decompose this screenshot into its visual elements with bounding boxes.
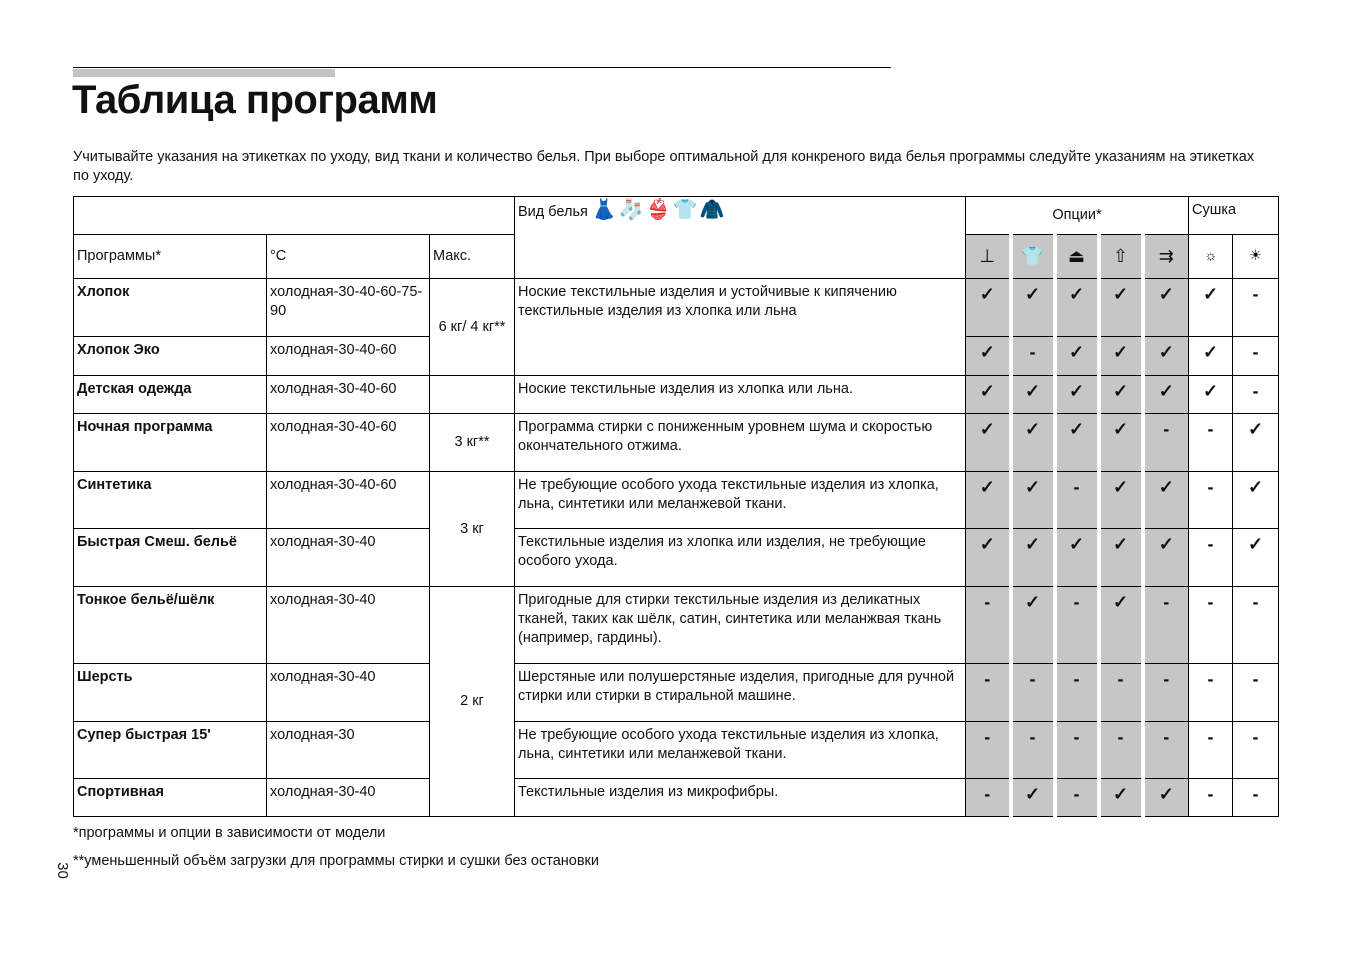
option-mark: ✓ (1055, 414, 1099, 472)
option-mark: - (1011, 722, 1055, 779)
program-temp: холодная-30-40-60 (267, 414, 430, 472)
option-mark: ✓ (1099, 587, 1143, 664)
option-mark: ✓ (1189, 337, 1233, 376)
max-header: Макс. (430, 235, 515, 279)
table-row (74, 472, 1279, 529)
option-mark: - (966, 664, 1011, 722)
program-name: Быстрая Смеш. бельё (74, 529, 267, 587)
program-temp: холодная-30-40 (267, 529, 430, 587)
option-mark: - (1233, 779, 1279, 817)
table-row (74, 529, 1279, 587)
program-name: Синтетика (74, 472, 267, 529)
option-mark: - (1189, 587, 1233, 664)
program-max: 6 кг/ 4 кг** (430, 279, 515, 376)
blank-header (74, 197, 515, 235)
option-mark: ✓ (966, 529, 1011, 587)
option-mark: ✓ (1099, 376, 1143, 414)
intro-text: Учитывайте указания на этикетках по уходу, вид ткани и количество белья. При выборе оптимальной для конкреного вида белья программы следуйте указаниям на этикетках по уходу. (73, 149, 1255, 184)
footnote-1: *программы и опции в зависимости от модели (73, 825, 386, 841)
table-row (74, 587, 1279, 664)
dry-sun-extra-icon: ☀ (1233, 235, 1279, 279)
option-mark: ✓ (1011, 529, 1055, 587)
program-description: Не требующие особого ухода текстильные изделия из хлопка, льна, синтетики или меланжевой ткани. (515, 722, 966, 779)
option-mark: ✓ (966, 414, 1011, 472)
program-temp: холодная-30-40-60-75-90 (267, 279, 430, 337)
option-mark: - (1099, 664, 1143, 722)
option-mark: ✓ (1099, 337, 1143, 376)
iron-icon: ⏏ (1055, 235, 1099, 279)
option-mark: - (1233, 337, 1279, 376)
program-description: Ноские текстильные изделия из хлопка или льна. (515, 376, 966, 414)
table-row (74, 779, 1279, 817)
program-name: Шерсть (74, 664, 267, 722)
option-mark: ✓ (1011, 472, 1055, 529)
program-name: Ночная программа (74, 414, 267, 472)
program-temp: холодная-30 (267, 722, 430, 779)
option-mark: - (1189, 722, 1233, 779)
option-mark: - (1233, 664, 1279, 722)
top-rule (73, 67, 891, 68)
program-name: Хлопок (74, 279, 267, 337)
option-mark: - (1233, 587, 1279, 664)
option-mark: ✓ (966, 376, 1011, 414)
option-mark: - (1189, 779, 1233, 817)
option-mark: ✓ (966, 337, 1011, 376)
table-row (74, 376, 1279, 414)
dry-sun-icon: ☼ (1189, 235, 1233, 279)
option-mark: ✓ (966, 279, 1011, 337)
shirt-icon: 👕 (1011, 235, 1055, 279)
program-name: Спортивная (74, 779, 267, 817)
spin-reduce-icon: ⇉ (1143, 235, 1189, 279)
program-description: Текстильные изделия из хлопка или изделия, не требующие особого ухода. (515, 529, 966, 587)
program-max: 2 кг (430, 587, 515, 817)
option-mark: ✓ (1143, 337, 1189, 376)
option-mark: ✓ (1055, 529, 1099, 587)
option-mark: ✓ (1233, 472, 1279, 529)
option-mark: - (1011, 337, 1055, 376)
option-mark: - (1055, 722, 1099, 779)
option-mark: - (1099, 722, 1143, 779)
laundry-icons: 👗🧦👙👕🧥 (591, 199, 727, 221)
option-mark: - (1233, 722, 1279, 779)
table-row (74, 414, 1279, 472)
program-description: Пригодные для стирки текстильные изделия из деликатных тканей, таких как шёлк, сатин, синтетика или меланжвая ткань (например, гардины). (515, 587, 966, 664)
program-name: Тонкое бельё/шёлк (74, 587, 267, 664)
option-mark: ✓ (1143, 529, 1189, 587)
option-mark: ✓ (1055, 279, 1099, 337)
table-row (74, 279, 1279, 337)
option-mark: ✓ (1143, 779, 1189, 817)
option-mark: ✓ (1099, 529, 1143, 587)
option-mark: - (1233, 279, 1279, 337)
program-description: Ноские текстильные изделия и устойчивые к кипячению текстильные изделия из хлопка или льна (515, 279, 966, 376)
option-mark: ✓ (1099, 414, 1143, 472)
program-description: Программа стирки с пониженным уровнем шума и скоростью окончательного отжима. (515, 414, 966, 472)
option-mark: - (1055, 587, 1099, 664)
option-mark: ✓ (1143, 376, 1189, 414)
program-name: Хлопок Эко (74, 337, 267, 376)
option-mark: - (1189, 472, 1233, 529)
temp-header: °C (267, 235, 430, 279)
program-description: Шерстяные или полушерстяные изделия, пригодные для ручной стирки или стирки в стиральной машине. (515, 664, 966, 722)
option-mark: - (1055, 779, 1099, 817)
option-mark: - (1143, 722, 1189, 779)
program-temp: холодная-30-40 (267, 587, 430, 664)
options-header: Опции* (966, 197, 1189, 235)
option-mark: ✓ (1189, 279, 1233, 337)
program-description: Текстильные изделия из микрофибры. (515, 779, 966, 817)
option-mark: - (966, 587, 1011, 664)
page-title: Таблица программ (72, 78, 438, 122)
program-name: Детская одежда (74, 376, 267, 414)
program-description: Не требующие особого ухода текстильные изделия из хлопка, льна, синтетики или меланжевой ткани. (515, 472, 966, 529)
option-mark: ✓ (1143, 472, 1189, 529)
program-temp: холодная-30-40-60 (267, 376, 430, 414)
option-mark: ✓ (1233, 414, 1279, 472)
option-mark: ✓ (1011, 587, 1055, 664)
option-mark: - (1055, 664, 1099, 722)
program-name: Супер быстрая 15' (74, 722, 267, 779)
program-max (430, 376, 515, 414)
option-mark: ✓ (1099, 779, 1143, 817)
option-mark: ✓ (1011, 414, 1055, 472)
footnote-2: **уменьшенный объём загрузки для программы стирки и сушки без остановки (73, 853, 600, 869)
option-mark: ✓ (1011, 376, 1055, 414)
option-mark: ✓ (1055, 337, 1099, 376)
option-mark: ✓ (1055, 376, 1099, 414)
option-mark: ✓ (1011, 779, 1055, 817)
option-mark: ✓ (966, 472, 1011, 529)
program-max: 3 кг** (430, 414, 515, 472)
table-row (74, 664, 1279, 722)
prewash-icon: ⊥ (966, 235, 1011, 279)
option-mark: - (1143, 587, 1189, 664)
program-temp: холодная-30-40 (267, 664, 430, 722)
program-temp: холодная-30-40-60 (267, 472, 430, 529)
option-mark: - (1189, 529, 1233, 587)
option-mark: - (1189, 414, 1233, 472)
option-mark: - (1189, 664, 1233, 722)
option-mark: - (1011, 664, 1055, 722)
option-mark: - (1055, 472, 1099, 529)
drying-header: Сушка (1189, 197, 1279, 235)
program-table (73, 196, 1279, 817)
program-max: 3 кг (430, 472, 515, 587)
option-mark: - (1143, 414, 1189, 472)
table-row (74, 722, 1279, 779)
option-mark: - (1143, 664, 1189, 722)
extra-rinse-icon: ⇧ (1099, 235, 1143, 279)
page-number: 30 (53, 862, 71, 879)
option-mark: ✓ (1099, 279, 1143, 337)
option-mark: ✓ (1143, 279, 1189, 337)
option-mark: ✓ (1233, 529, 1279, 587)
programs-header: Программы* (74, 235, 267, 279)
program-temp: холодная-30-40 (267, 779, 430, 817)
option-mark: ✓ (1099, 472, 1143, 529)
header-bar (73, 69, 335, 77)
option-mark: ✓ (1011, 279, 1055, 337)
option-mark: - (966, 779, 1011, 817)
laundry-type-header: Вид белья 👗🧦👙👕🧥 (515, 197, 966, 279)
option-mark: ✓ (1189, 376, 1233, 414)
program-temp: холодная-30-40-60 (267, 337, 430, 376)
option-mark: - (1233, 376, 1279, 414)
option-mark: - (966, 722, 1011, 779)
